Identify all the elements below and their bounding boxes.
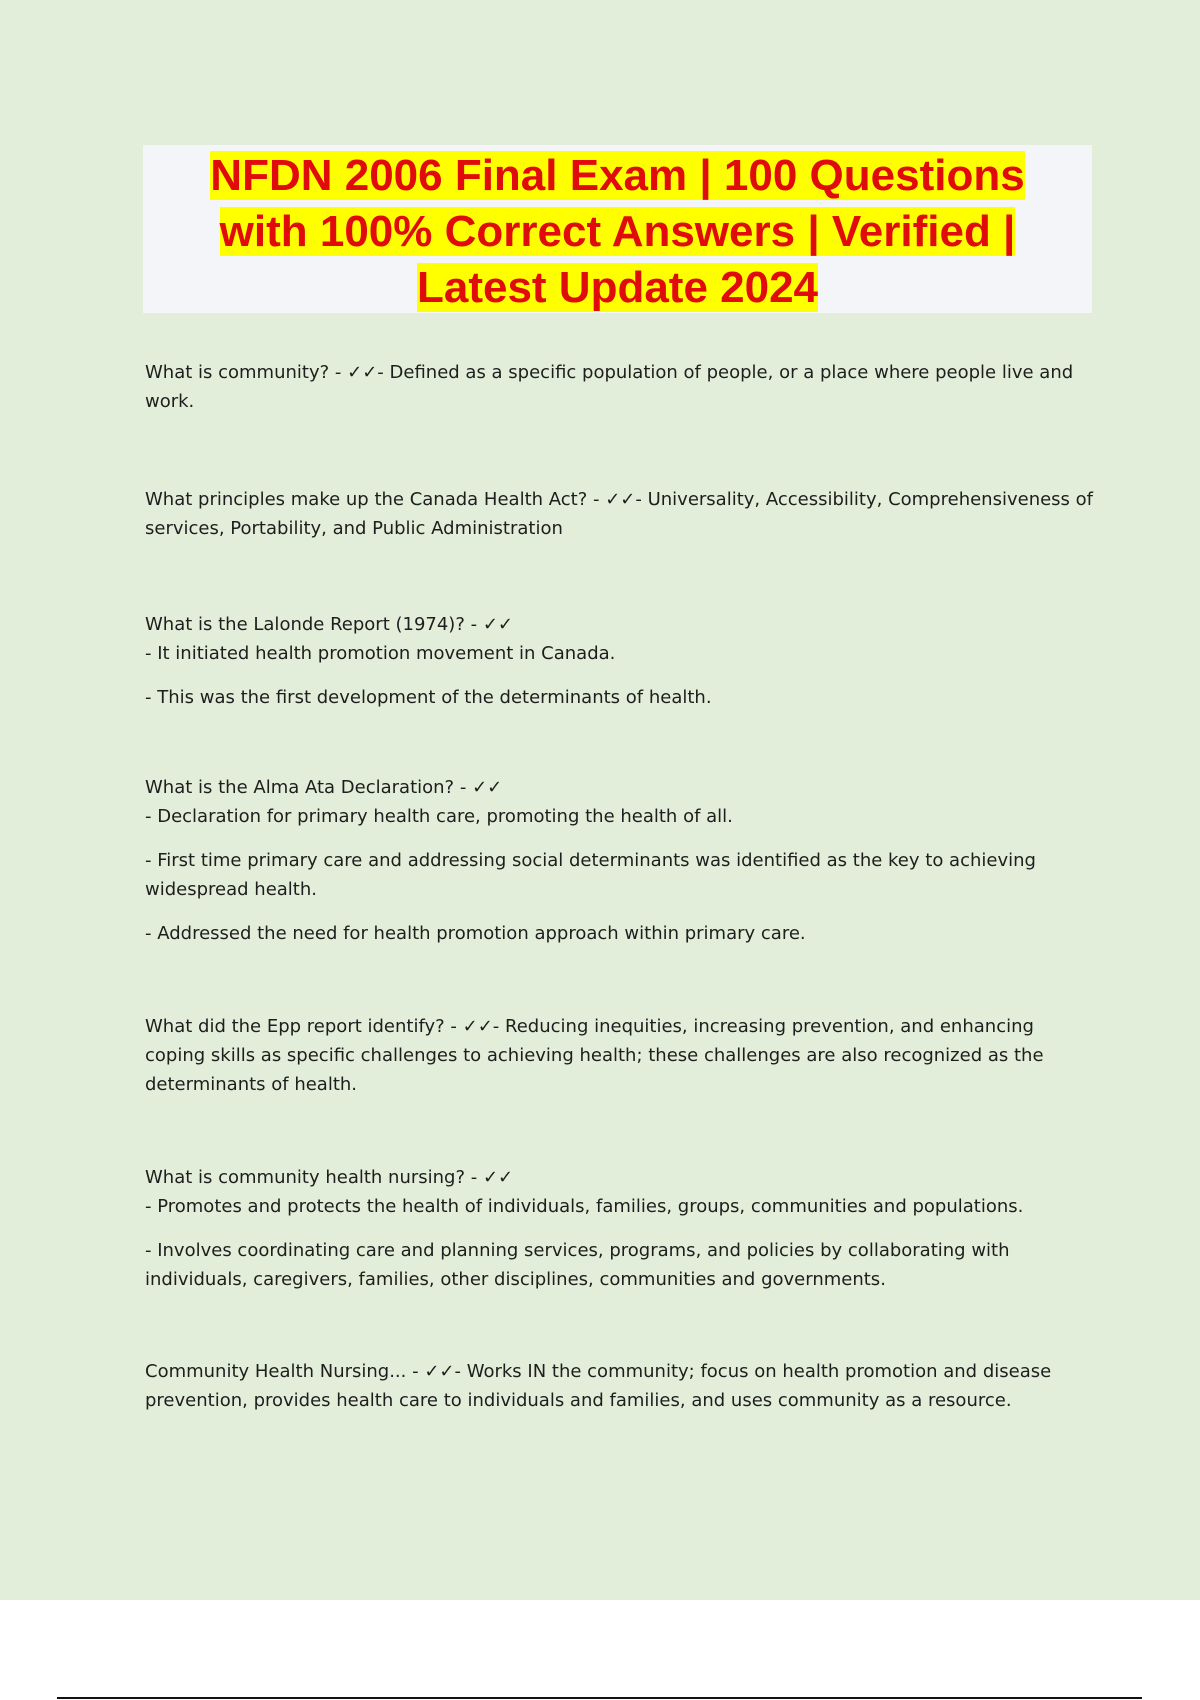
question-text: What is the Alma Ata Declaration? xyxy=(145,777,455,798)
answer-point: - Addressed the need for health promotion approach within primary care. xyxy=(145,923,806,944)
qa-item xyxy=(145,485,1095,543)
qa-item xyxy=(145,1163,1095,1294)
title-line-2: with 100% Correct Answers | Verified | xyxy=(219,207,1016,256)
answer-point: - Promotes and protects the health of individuals, families, groups, communities and populations. xyxy=(145,1196,1024,1217)
answer-point: - Involves coordinating care and planning services, programs, and policies by collaborating with individuals, caregivers, families, other disciplines, communities and governments. xyxy=(145,1240,1010,1290)
question-text: What is the Lalonde Report (1974)? xyxy=(145,614,465,635)
qa-inline xyxy=(145,1357,1095,1415)
document-title xyxy=(143,148,1092,316)
qa-item xyxy=(145,610,1095,712)
question-text: What did the Epp report identify? xyxy=(145,1016,445,1037)
answer-point: - First time primary care and addressing social determinants was identified as the key to achieving widespread health. xyxy=(145,850,1036,900)
question-line xyxy=(145,1163,1095,1192)
answer-point: - Declaration for primary health care, promoting the health of all. xyxy=(145,806,733,827)
answer-text: Reducing inequities, increasing prevention, and enhancing coping skills as specific challenges to achieving health; these challenges are also recognized as the determinants of health. xyxy=(145,1016,1044,1095)
check-separator: - ✓✓ xyxy=(454,777,503,798)
check-separator: - ✓✓ xyxy=(465,1167,514,1188)
qa-inline xyxy=(145,358,1095,416)
answer-text: Defined as a specific population of people, or a place where people live and work. xyxy=(145,362,1074,412)
qa-item xyxy=(145,358,1095,416)
title-line-3: Latest Update 2024 xyxy=(416,263,819,312)
title-line-1: NFDN 2006 Final Exam | 100 Questions xyxy=(210,151,1025,200)
check-separator: - ✓✓- xyxy=(329,362,390,383)
check-separator: - ✓✓- xyxy=(444,1016,506,1037)
answer-text: Universality, Accessibility, Comprehensiveness of services, Portability, and Public Administration xyxy=(145,489,1093,539)
check-separator: - ✓✓- xyxy=(406,1361,467,1382)
qa-item xyxy=(145,1012,1095,1099)
qa-inline xyxy=(145,485,1095,543)
question-text: What is community? xyxy=(145,362,330,383)
answer-point: - It initiated health promotion movement in Canada. xyxy=(145,643,616,664)
qa-item xyxy=(145,773,1095,948)
question-line xyxy=(145,610,1095,639)
answer-text: Works IN the community; focus on health promotion and disease prevention, provides health care to individuals and families, and uses community as a resource. xyxy=(145,1361,1052,1411)
check-separator: - ✓✓ xyxy=(464,614,513,635)
question-line xyxy=(145,773,1095,802)
qa-list xyxy=(145,358,1095,1415)
qa-item xyxy=(145,1357,1095,1415)
check-separator: - ✓✓- xyxy=(587,489,648,510)
question-text: What principles make up the Canada Health Act? xyxy=(145,489,588,510)
question-text: Community Health Nursing... xyxy=(145,1361,407,1382)
answer-point: - This was the first development of the determinants of health. xyxy=(145,687,712,708)
title-box xyxy=(143,145,1092,313)
footer-divider xyxy=(57,1697,1142,1699)
qa-inline xyxy=(145,1012,1095,1099)
question-text: What is community health nursing? xyxy=(145,1167,466,1188)
